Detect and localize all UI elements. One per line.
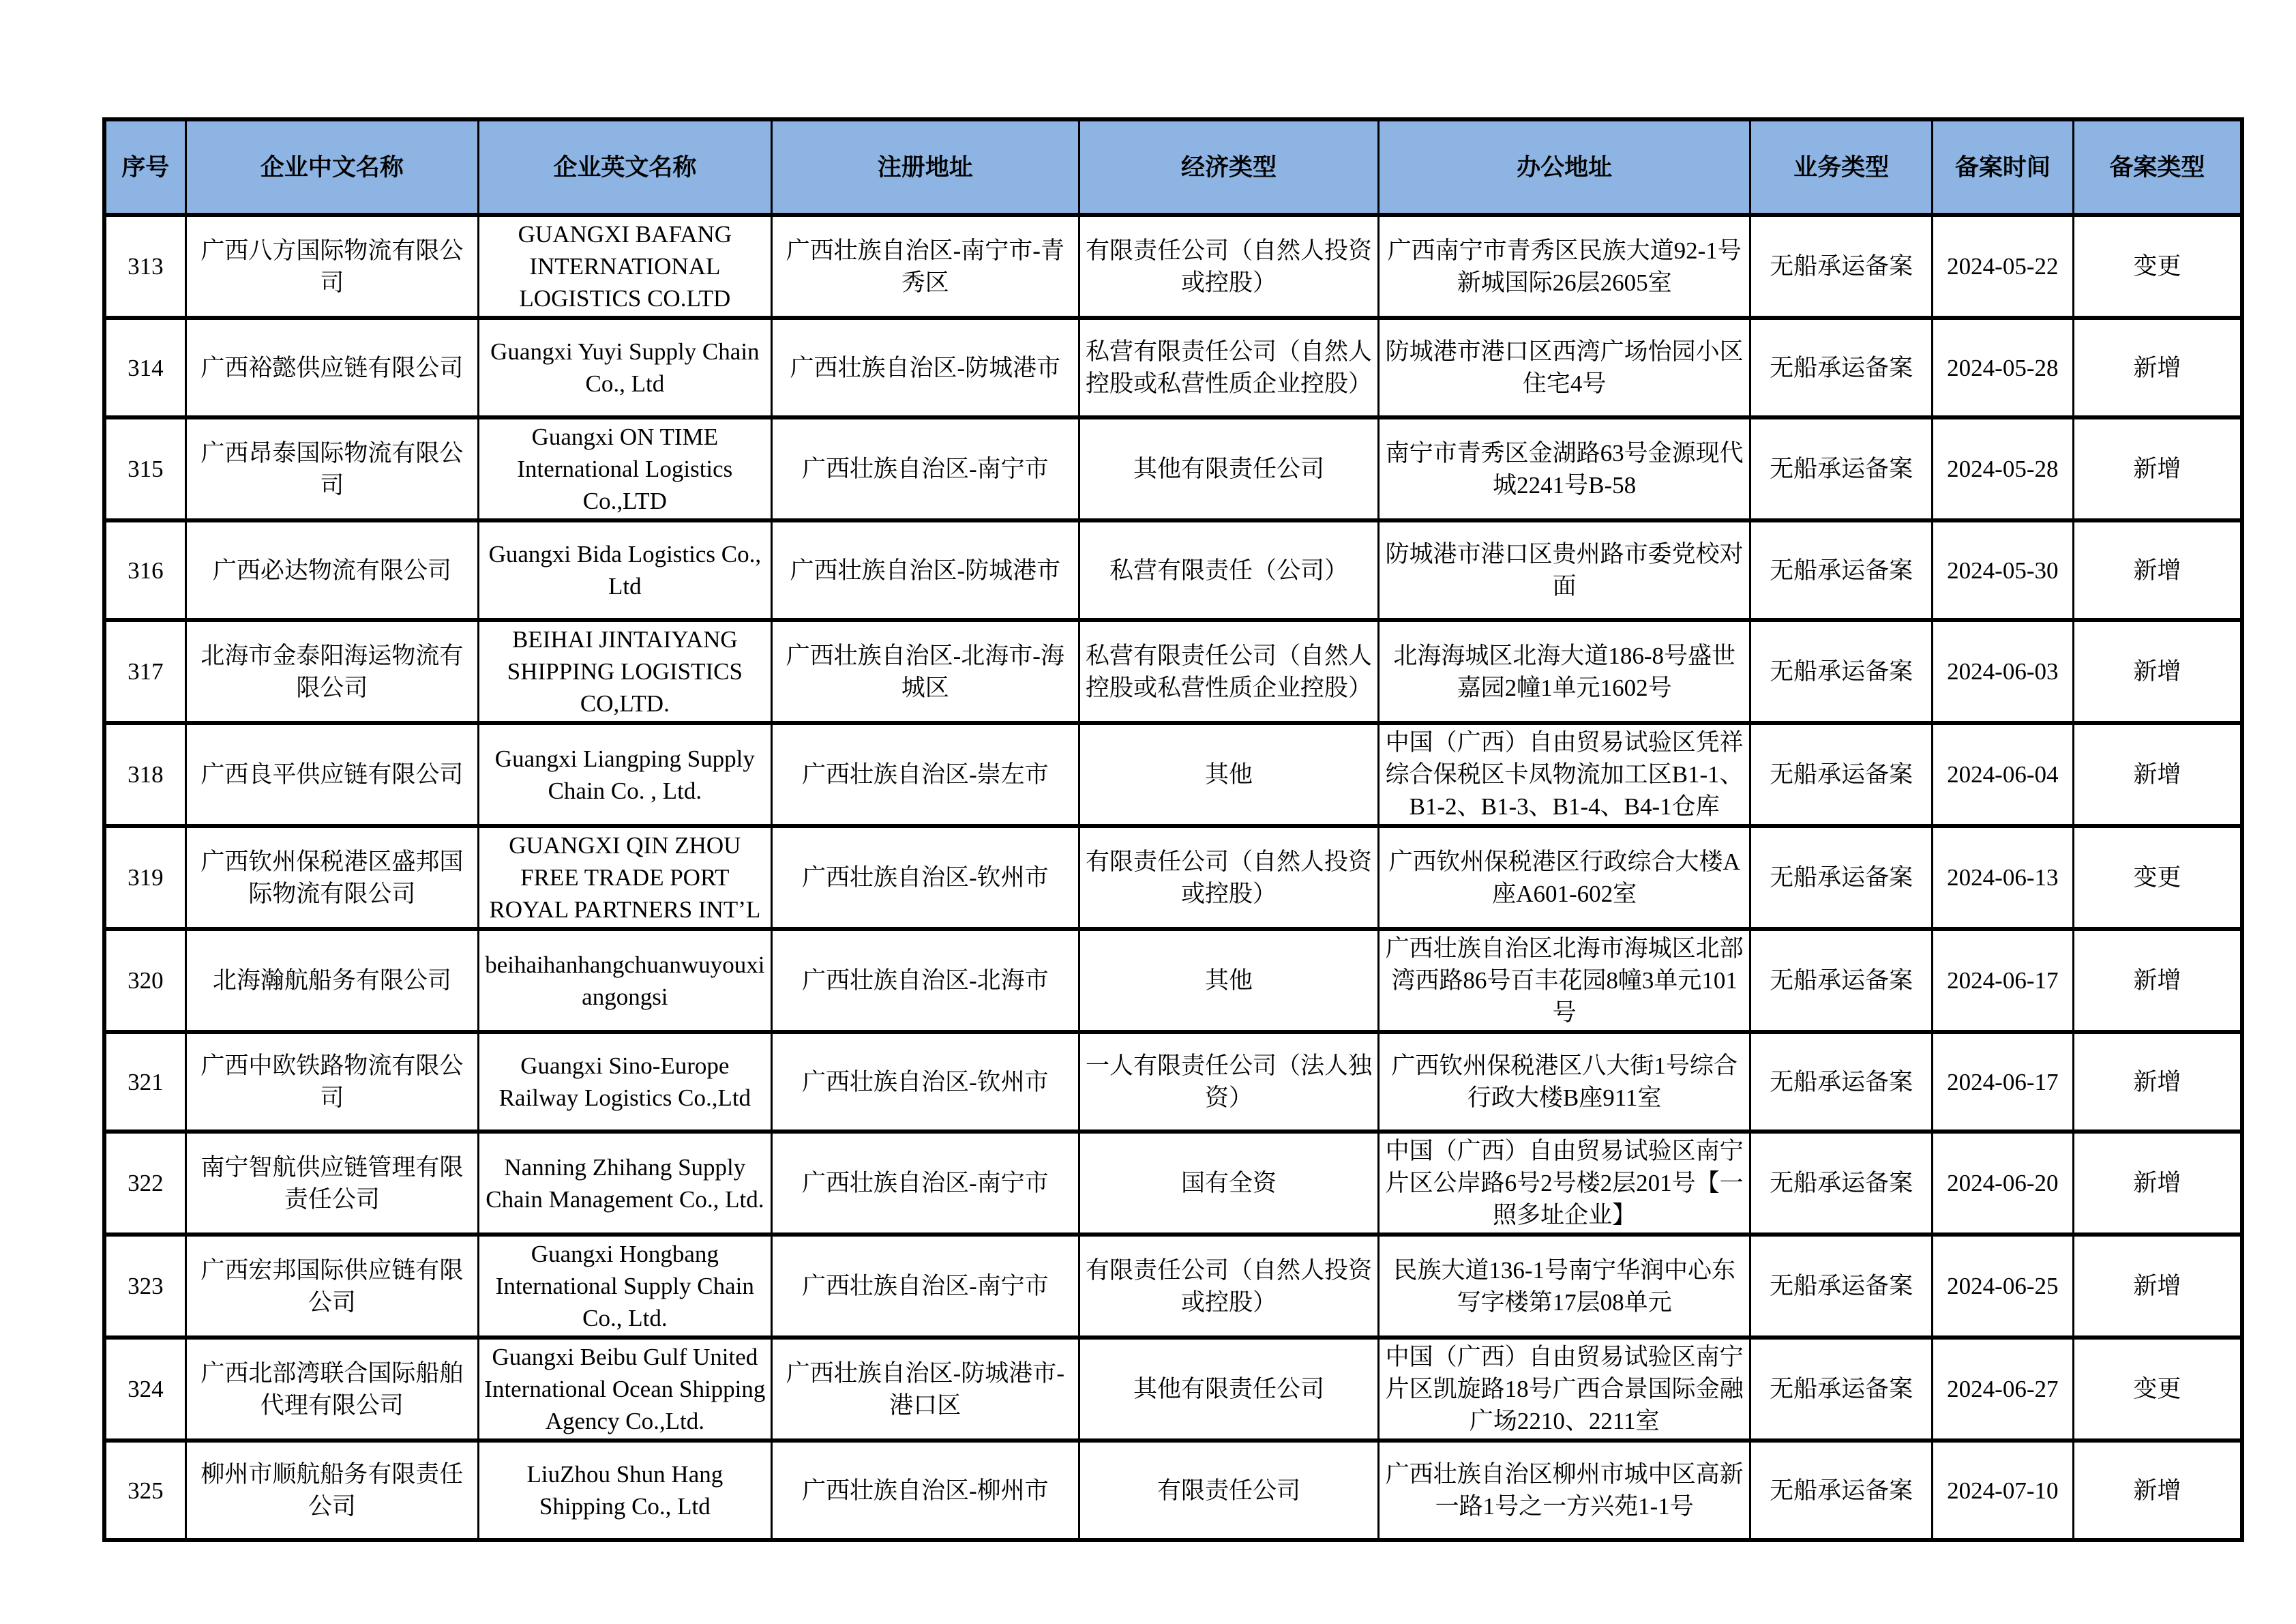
cell-cn_name: 广西昂泰国际物流有限公司	[185, 417, 478, 520]
cell-seq: 324	[104, 1338, 185, 1441]
cell-biz_type: 无船承运备案	[1750, 417, 1932, 520]
table-row	[104, 1032, 2242, 1132]
cell-en_name: Guangxi Hongbang International Supply Chain Co., Ltd.	[479, 1235, 771, 1338]
cell-record_type: 新增	[2073, 1032, 2242, 1132]
cell-record_type: 变更	[2073, 215, 2242, 318]
cell-record_type: 新增	[2073, 723, 2242, 826]
cell-record_date: 2024-06-17	[1932, 1032, 2073, 1132]
cell-en_name: Guangxi Bida Logistics Co., Ltd	[479, 520, 771, 620]
cell-biz_type: 无船承运备案	[1750, 520, 1932, 620]
table-row	[104, 215, 2242, 318]
cell-biz_type: 无船承运备案	[1750, 1132, 1932, 1235]
table-container	[102, 117, 2244, 1542]
cell-en_name: GUANGXI BAFANG INTERNATIONAL LOGISTICS CO.LTD	[479, 215, 771, 318]
table-row	[104, 929, 2242, 1032]
table-row	[104, 826, 2242, 929]
col-header-en_name: 企业英文名称	[479, 119, 771, 215]
cell-en_name: Guangxi Sino-Europe Railway Logistics Co.,Ltd	[479, 1032, 771, 1132]
cell-record_type: 新增	[2073, 417, 2242, 520]
cell-en_name: BEIHAI JINTAIYANG SHIPPING LOGISTICS CO,LTD.	[479, 620, 771, 723]
cell-econ_type: 私营有限责任公司（自然人控股或私营性质企业控股）	[1079, 318, 1379, 417]
cell-reg_addr: 广西壮族自治区-南宁市-青秀区	[771, 215, 1079, 318]
company-filing-table	[102, 117, 2244, 1542]
cell-seq: 322	[104, 1132, 185, 1235]
table-header-row	[104, 119, 2242, 215]
cell-reg_addr: 广西壮族自治区-防城港市	[771, 520, 1079, 620]
cell-record_date: 2024-05-30	[1932, 520, 2073, 620]
cell-seq: 325	[104, 1441, 185, 1540]
cell-biz_type: 无船承运备案	[1750, 1235, 1932, 1338]
cell-cn_name: 广西北部湾联合国际船舶代理有限公司	[185, 1338, 478, 1441]
cell-reg_addr: 广西壮族自治区-南宁市	[771, 1235, 1079, 1338]
cell-reg_addr: 广西壮族自治区-北海市	[771, 929, 1079, 1032]
cell-record_date: 2024-06-20	[1932, 1132, 2073, 1235]
cell-office_addr: 防城港市港口区西湾广场怡园小区住宅4号	[1378, 318, 1750, 417]
cell-record_date: 2024-06-27	[1932, 1338, 2073, 1441]
cell-reg_addr: 广西壮族自治区-北海市-海城区	[771, 620, 1079, 723]
cell-seq: 319	[104, 826, 185, 929]
cell-record_date: 2024-06-03	[1932, 620, 2073, 723]
cell-cn_name: 广西宏邦国际供应链有限公司	[185, 1235, 478, 1338]
table-row	[104, 318, 2242, 417]
cell-record_type: 新增	[2073, 620, 2242, 723]
cell-econ_type: 其他	[1079, 929, 1379, 1032]
cell-reg_addr: 广西壮族自治区-防城港市-港口区	[771, 1338, 1079, 1441]
cell-office_addr: 中国（广西）自由贸易试验区南宁片区公岸路6号2号楼2层201号【一照多址企业】	[1378, 1132, 1750, 1235]
cell-office_addr: 中国（广西）自由贸易试验区凭祥综合保税区卡凤物流加工区B1-1、B1-2、B1-3、B1-4、B4-1仓库	[1378, 723, 1750, 826]
cell-en_name: LiuZhou Shun Hang Shipping Co., Ltd	[479, 1441, 771, 1540]
cell-en_name: Guangxi Liangping Supply Chain Co. , Ltd.	[479, 723, 771, 826]
cell-biz_type: 无船承运备案	[1750, 1032, 1932, 1132]
cell-cn_name: 南宁智航供应链管理有限责任公司	[185, 1132, 478, 1235]
cell-cn_name: 北海瀚航船务有限公司	[185, 929, 478, 1032]
table-row	[104, 620, 2242, 723]
cell-record_date: 2024-05-28	[1932, 417, 2073, 520]
cell-seq: 314	[104, 318, 185, 417]
cell-cn_name: 柳州市顺航船务有限责任公司	[185, 1441, 478, 1540]
cell-cn_name: 广西裕懿供应链有限公司	[185, 318, 478, 417]
cell-office_addr: 防城港市港口区贵州路市委党校对面	[1378, 520, 1750, 620]
cell-econ_type: 私营有限责任（公司）	[1079, 520, 1379, 620]
cell-record_date: 2024-07-10	[1932, 1441, 2073, 1540]
cell-reg_addr: 广西壮族自治区-钦州市	[771, 1032, 1079, 1132]
cell-seq: 313	[104, 215, 185, 318]
cell-cn_name: 北海市金泰阳海运物流有限公司	[185, 620, 478, 723]
cell-biz_type: 无船承运备案	[1750, 826, 1932, 929]
table-row	[104, 1441, 2242, 1540]
cell-office_addr: 广西壮族自治区柳州市城中区高新一路1号之一方兴苑1-1号	[1378, 1441, 1750, 1540]
col-header-record_type: 备案类型	[2073, 119, 2242, 215]
cell-biz_type: 无船承运备案	[1750, 620, 1932, 723]
cell-record_date: 2024-06-17	[1932, 929, 2073, 1032]
cell-cn_name: 广西良平供应链有限公司	[185, 723, 478, 826]
cell-econ_type: 其他	[1079, 723, 1379, 826]
cell-econ_type: 一人有限责任公司（法人独资）	[1079, 1032, 1379, 1132]
cell-econ_type: 有限责任公司	[1079, 1441, 1379, 1540]
cell-record_type: 新增	[2073, 929, 2242, 1032]
cell-seq: 320	[104, 929, 185, 1032]
cell-biz_type: 无船承运备案	[1750, 318, 1932, 417]
cell-record_date: 2024-06-04	[1932, 723, 2073, 826]
cell-record_type: 新增	[2073, 318, 2242, 417]
cell-record_date: 2024-05-28	[1932, 318, 2073, 417]
cell-cn_name: 广西中欧铁路物流有限公司	[185, 1032, 478, 1132]
table-row	[104, 1132, 2242, 1235]
cell-seq: 316	[104, 520, 185, 620]
cell-econ_type: 其他有限责任公司	[1079, 1338, 1379, 1441]
cell-econ_type: 私营有限责任公司（自然人控股或私营性质企业控股）	[1079, 620, 1379, 723]
cell-biz_type: 无船承运备案	[1750, 1338, 1932, 1441]
cell-econ_type: 有限责任公司（自然人投资或控股）	[1079, 1235, 1379, 1338]
cell-en_name: Guangxi Beibu Gulf United International Ocean Shipping Agency Co.,Ltd.	[479, 1338, 771, 1441]
cell-econ_type: 有限责任公司（自然人投资或控股）	[1079, 826, 1379, 929]
col-header-record_date: 备案时间	[1932, 119, 2073, 215]
cell-office_addr: 广西钦州保税港区行政综合大楼A座A601-602室	[1378, 826, 1750, 929]
col-header-seq: 序号	[104, 119, 185, 215]
table-row	[104, 1235, 2242, 1338]
cell-reg_addr: 广西壮族自治区-南宁市	[771, 417, 1079, 520]
table-row	[104, 520, 2242, 620]
cell-office_addr: 广西南宁市青秀区民族大道92-1号新城国际26层2605室	[1378, 215, 1750, 318]
cell-seq: 317	[104, 620, 185, 723]
cell-econ_type: 其他有限责任公司	[1079, 417, 1379, 520]
cell-record_type: 变更	[2073, 1338, 2242, 1441]
cell-econ_type: 国有全资	[1079, 1132, 1379, 1235]
cell-biz_type: 无船承运备案	[1750, 215, 1932, 318]
col-header-biz_type: 业务类型	[1750, 119, 1932, 215]
table-row	[104, 723, 2242, 826]
cell-seq: 315	[104, 417, 185, 520]
cell-biz_type: 无船承运备案	[1750, 929, 1932, 1032]
cell-office_addr: 民族大道136-1号南宁华润中心东写字楼第17层08单元	[1378, 1235, 1750, 1338]
col-header-reg_addr: 注册地址	[771, 119, 1079, 215]
cell-record_date: 2024-06-25	[1932, 1235, 2073, 1338]
cell-reg_addr: 广西壮族自治区-防城港市	[771, 318, 1079, 417]
cell-econ_type: 有限责任公司（自然人投资或控股）	[1079, 215, 1379, 318]
cell-record_type: 新增	[2073, 1132, 2242, 1235]
cell-record_type: 新增	[2073, 520, 2242, 620]
cell-office_addr: 中国（广西）自由贸易试验区南宁片区凯旋路18号广西合景国际金融广场2210、2211室	[1378, 1338, 1750, 1441]
table-row	[104, 417, 2242, 520]
col-header-cn_name: 企业中文名称	[185, 119, 478, 215]
cell-biz_type: 无船承运备案	[1750, 723, 1932, 826]
cell-office_addr: 南宁市青秀区金湖路63号金源现代城2241号B-58	[1378, 417, 1750, 520]
table-body	[104, 215, 2242, 1540]
cell-en_name: Nanning Zhihang Supply Chain Management Co., Ltd.	[479, 1132, 771, 1235]
cell-record_date: 2024-05-22	[1932, 215, 2073, 318]
cell-seq: 321	[104, 1032, 185, 1132]
cell-office_addr: 广西钦州保税港区八大街1号综合行政大楼B座911室	[1378, 1032, 1750, 1132]
cell-record_date: 2024-06-13	[1932, 826, 2073, 929]
cell-reg_addr: 广西壮族自治区-柳州市	[771, 1441, 1079, 1540]
cell-cn_name: 广西八方国际物流有限公司	[185, 215, 478, 318]
cell-seq: 323	[104, 1235, 185, 1338]
col-header-office_addr: 办公地址	[1378, 119, 1750, 215]
cell-record_type: 新增	[2073, 1235, 2242, 1338]
cell-seq: 318	[104, 723, 185, 826]
cell-en_name: beihaihanhangchuanwuyouxiangongsi	[479, 929, 771, 1032]
cell-en_name: GUANGXI QIN ZHOU FREE TRADE PORT ROYAL PARTNERS INT’L	[479, 826, 771, 929]
col-header-econ_type: 经济类型	[1079, 119, 1379, 215]
cell-biz_type: 无船承运备案	[1750, 1441, 1932, 1540]
table-head	[104, 119, 2242, 215]
cell-cn_name: 广西钦州保税港区盛邦国际物流有限公司	[185, 826, 478, 929]
cell-reg_addr: 广西壮族自治区-南宁市	[771, 1132, 1079, 1235]
cell-reg_addr: 广西壮族自治区-钦州市	[771, 826, 1079, 929]
cell-cn_name: 广西必达物流有限公司	[185, 520, 478, 620]
cell-record_type: 变更	[2073, 826, 2242, 929]
cell-office_addr: 广西壮族自治区北海市海城区北部湾西路86号百丰花园8幢3单元101号	[1378, 929, 1750, 1032]
cell-en_name: Guangxi ON TIME International Logistics Co.,LTD	[479, 417, 771, 520]
cell-en_name: Guangxi Yuyi Supply Chain Co., Ltd	[479, 318, 771, 417]
cell-reg_addr: 广西壮族自治区-崇左市	[771, 723, 1079, 826]
cell-record_type: 新增	[2073, 1441, 2242, 1540]
table-row	[104, 1338, 2242, 1441]
cell-office_addr: 北海海城区北海大道186-8号盛世嘉园2幢1单元1602号	[1378, 620, 1750, 723]
